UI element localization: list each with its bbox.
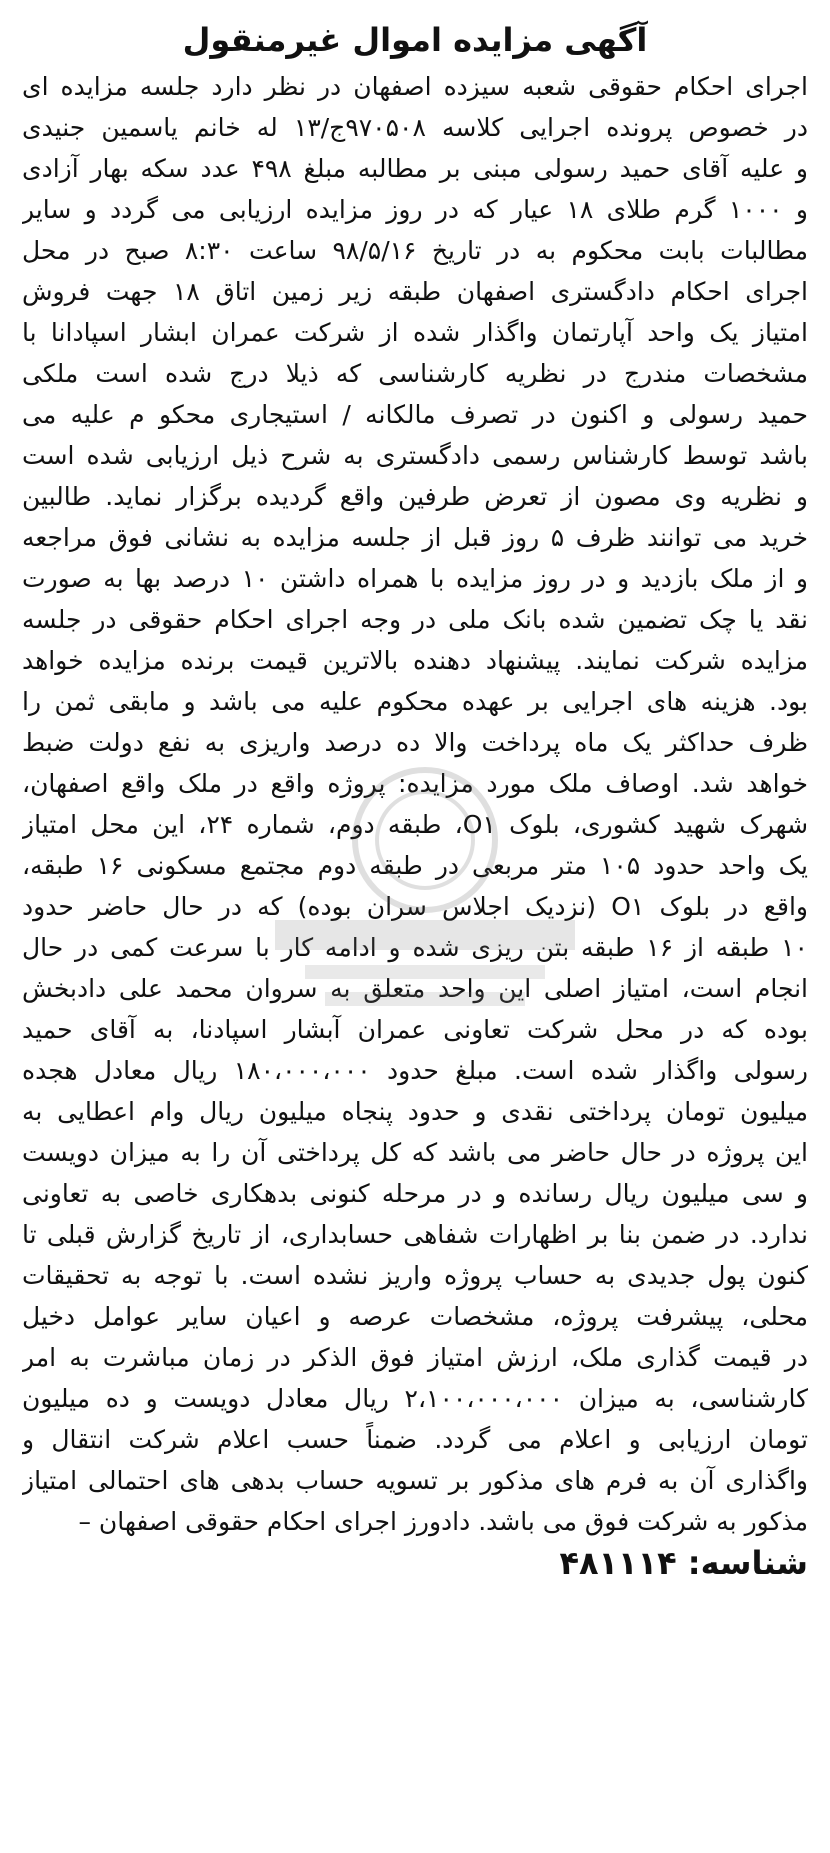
notice-line: باشد توسط کارشناس رسمی دادگستری به شرح ذیل ارزیابی شده است — [22, 441, 808, 470]
notice-line: ۱۰ طبقه از ۱۶ طبقه بتن ریزی شده و ادامه کار با سرعت کمی در حال — [22, 933, 808, 962]
notice-line: واگذاری آن به فرم های مذکور بر تسویه حساب بدهی های احتمالی امتیاز — [22, 1466, 808, 1495]
notice-line: میلیون تومان پرداختی نقدی و حدود پنجاه میلیون ریال وام اعطایی به — [22, 1097, 808, 1126]
notice-title: آگهی مزایده اموال غیرمنقول — [182, 21, 648, 59]
notice-id-line — [22, 1542, 808, 1584]
notice-line: انجام است، امتیاز اصلی این واحد متعلق به سروان محمد علی دادبخش — [22, 974, 808, 1003]
notice-line: یک واحد حدود ۱۰۵ متر مربعی در طبقه دوم مجتمع مسکونی ۱۶ طبقه، — [22, 851, 808, 880]
notice-line: و سی میلیون ریال رسانده و در مرحله کنونی بدهکاری خاصی به تعاونی — [22, 1179, 808, 1208]
notice-line: و نظریه وی مصون از تعرض طرفین واقع گردیده برگزار نماید. طالبین — [22, 482, 808, 511]
notice-line: مطالبات بابت محکوم به در تاریخ ۹۸/۵/۱۶ ساعت ۸:۳۰ صبح در محل — [22, 236, 808, 265]
notice-line: تومان ارزیابی و اعلام می گردد. ضمناً حسب اعلام شرکت انتقال و — [22, 1425, 808, 1454]
notice-line: خواهد شد. اوصاف ملک مورد مزایده: پروژه واقع در ملک واقع اصفهان، — [22, 769, 808, 798]
notice-line: در قیمت گذاری ملک، ارزش امتیاز فوق الذکر در زمان مباشرت به امر — [22, 1343, 808, 1372]
notice-line: مزایده شرکت نمایند. پیشنهاد دهنده بالاترین قیمت برنده مزایده خواهد — [22, 646, 808, 675]
notice-line: واقع در بلوک O۱ (نزدیک اجلاس سران بوده) که در حال حاضر حدود — [22, 892, 808, 921]
notice-line: و ۱۰۰۰ گرم طلای ۱۸ عیار که در روز مزایده ارزیابی می گردد و سایر — [22, 195, 808, 224]
notice-line: بوده که در محل شرکت تعاونی عمران آبشار اسپادنا، به آقای حمید — [22, 1015, 808, 1044]
notice-line: نقد یا چک تضمین شده بانک ملی در وجه اجرای احکام حقوقی در جلسه — [22, 605, 808, 634]
notice-line: کنون پول جدیدی به حساب پروژه واریز نشده است. با توجه به تحقیقات — [22, 1261, 808, 1290]
notice-line: ظرف حداکثر یک ماه پرداخت والا ده درصد واریزی به نفع دولت ضبط — [22, 728, 808, 757]
notice-line: و علیه آقای حمید رسولی مبنی بر مطالبه مبلغ ۴۹۸ عدد سکه بهار آزادی — [22, 154, 808, 183]
notice-line: بود. هزینه های اجرایی بر عهده محکوم علیه می باشد و مابقی ثمن را — [22, 687, 808, 716]
notice-line: این پروژه در حال حاضر می باشد که کل پرداختی آن را به میزان دویست — [22, 1138, 808, 1167]
notice-line: مذکور به شرکت فوق می باشد. دادورز اجرای احکام حقوقی اصفهان – — [78, 1507, 808, 1536]
notice-line: رسولی واگذار شده است. مبلغ حدود ۱۸۰،۰۰۰،۰۰۰ ریال معادل هجده — [22, 1056, 808, 1085]
notice-id-label: شناسه: — [687, 1544, 808, 1582]
notice-line: حمید رسولی و اکنون در تصرف مالکانه / استیجاری محکو م علیه می — [22, 400, 808, 429]
notice-line: و از ملک بازدید و در روز مزایده با همراه داشتن ۱۰ درصد بها به صورت — [22, 564, 808, 593]
notice-line: در خصوص پرونده اجرایی کلاسه ۹۷۰۵۰۸ج/۱۳ له خانم یاسمین جنیدی — [22, 113, 808, 142]
notice-line: شهرک شهید کشوری، بلوک O۱، طبقه دوم، شماره ۲۴، این محل امتیاز — [22, 810, 808, 839]
notice-line: اجرای احکام دادگستری اصفهان طبقه زیر زمین اتاق ۱۸ جهت فروش — [22, 277, 808, 306]
notice-line: کارشناسی، به میزان ۲،۱۰۰،۰۰۰،۰۰۰ ریال معادل دویست و ده میلیون — [22, 1384, 808, 1413]
notice-line: محلی، پیشرفت پروژه، مشخصات عرصه و اعیان سایر عوامل دخیل — [22, 1302, 808, 1331]
notice-body — [22, 66, 808, 1542]
notice-line: خرید می توانند ظرف ۵ روز قبل از جلسه مزایده به نشانی فوق مراجعه — [22, 523, 808, 552]
notice-line: اجرای احکام حقوقی شعبه سیزده اصفهان در نظر دارد جلسه مزایده ای — [22, 72, 808, 101]
notice-line: ندارد. در ضمن بنا بر اظهارات شفاهی حسابداری، از تاریخ گزارش قبلی تا — [22, 1220, 808, 1249]
notice-line: مشخصات مندرج در نظریه کارشناسی که ذیلا درج شده است ملکی — [22, 359, 808, 388]
notice-line: امتیاز یک واحد آپارتمان واگذار شده از شرکت عمران ابشار اسپادانا با — [22, 318, 808, 347]
notice-id-value: ۴۸۱۱۱۴ — [559, 1544, 677, 1582]
